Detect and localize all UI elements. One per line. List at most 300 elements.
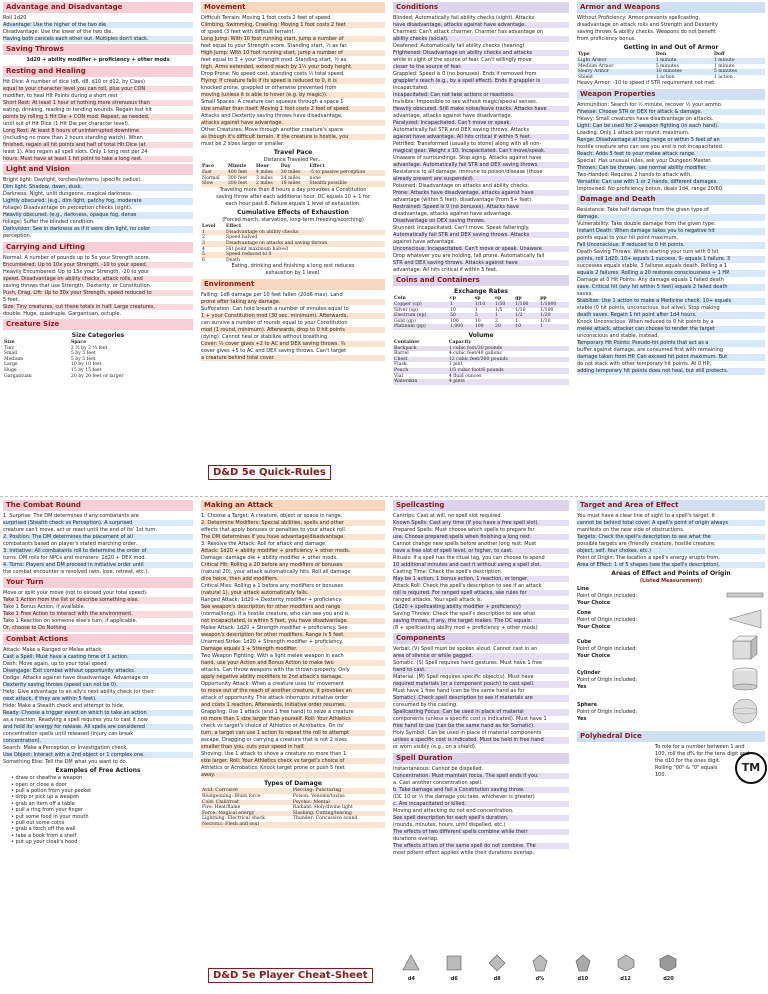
- text-line: Automatically fail STR and DEX saving throws. Attacks: [393, 127, 530, 133]
- text-line: Opportunity Attack: When a creature uses its' movement: [201, 681, 345, 687]
- text-line: (rounds, minutes, hours, until dispelled, etc.): [393, 821, 506, 828]
- text-line: Saving Throws: Check the spell's description to see what: [393, 611, 536, 617]
- text-line: magical gear. Weight x 10. Incapacitated. Can't move/speak.: [393, 148, 569, 154]
- text-line: cannot be behind total cover. A spell's point of origin always: [577, 520, 765, 526]
- text-line: 1. Choose a Target: A creature, object or space in range.: [201, 513, 343, 519]
- die-0: [402, 952, 420, 982]
- table-cell: 18 miles: [280, 181, 301, 187]
- table-cell: 1 action: [655, 74, 675, 80]
- text-line: while in sight of the source of fear. Can't willingly move: [393, 57, 532, 63]
- text-line: saving throw after each additional hour. DC equals 10 + 1 for: [216, 193, 370, 200]
- text-line: Climbing, Swimming, Crawling: Moving 1 foot costs 2 feet: [201, 22, 385, 28]
- list-item-text: grab a torch off the wall: [15, 826, 76, 833]
- text-line: Grappled: Speed is 0 (no bonuses). Ends if removed from: [393, 71, 537, 77]
- table-cell: Fast: [202, 170, 212, 175]
- text-line: (natural 20), your attack automatically hits. Roll all damage: [201, 569, 351, 575]
- list-item-text: open or close a door: [15, 781, 67, 788]
- text-line: Rituals: If a spell has the ritual tag, you can choose to spend: [393, 555, 545, 561]
- table-header-cell: Effect: [309, 164, 325, 170]
- p1-col4: [574, 0, 768, 496]
- text-line: Area of Effect: 1 of 5 shapes (see the spell's description).: [577, 562, 765, 568]
- table-cell: 4 cubic feet/40 gallons: [448, 351, 502, 357]
- text-line: saving throws, if any, the target makes. The DC equals:: [393, 618, 569, 624]
- text-line: Knock Unconscious: When reduced to 0 hit points by a: [577, 319, 714, 326]
- aoe-shape-b: Yes: [577, 684, 587, 691]
- text-line: Must have 1 free hand (can be the same hand as for: [393, 688, 525, 695]
- text-line: Material: (M) Spell requires specific object(s). Must have: [393, 674, 534, 681]
- table-cell: Small: [4, 351, 18, 357]
- die-icon: [617, 954, 635, 974]
- table-cell: Flask: [394, 362, 407, 368]
- text-line: consumed by the casting.: [393, 702, 458, 709]
- text-line: Charmed: Can't attack charmer. Charmer has advantage on: [393, 29, 543, 35]
- text-line: Disengage: Exit combat without opportunity attacks.: [3, 668, 193, 674]
- text-line: roll is required. For ranged spell attacks, see rules for: [393, 590, 569, 596]
- aoe-shape-b: Your Choice: [577, 653, 611, 660]
- list-item: • grab a torch off the wall: [11, 826, 76, 833]
- table-cell: Bludgeoning: Blunt force: [202, 794, 261, 799]
- table-cell: 1: [540, 324, 544, 330]
- die-5: [617, 952, 635, 982]
- table-cell: Medium: [4, 356, 24, 362]
- table-cell: none: [309, 175, 321, 181]
- text-line: Light: Can be used for 2-weapon fighting (in each hand).: [577, 123, 765, 129]
- text-line: advantage, attacks against have disadvantage.: [393, 113, 513, 119]
- p1-col3: [390, 0, 572, 496]
- text-line: See weapon's description for other modifiers and range: [201, 604, 385, 610]
- text-line: mod (1 round, minimum). Afterwards, drop to 0 hit points: [201, 327, 385, 333]
- target-area-header: Target and Area of Effect: [577, 500, 765, 511]
- text-line: death saves. Regain 1 hit point after 1d4 hours.: [577, 312, 765, 318]
- list-item: • take a book from a shelf: [11, 832, 77, 839]
- table-cell: 1: [202, 229, 205, 235]
- text-line: Dexterity saving throws (speed can not be 0).: [3, 682, 193, 688]
- table-cell: Normal: [202, 175, 220, 181]
- table-cell: Huge: [4, 368, 17, 373]
- text-line: Cover: ½ cover gives +2 to AC and DEX saving throws. ¾: [201, 341, 385, 347]
- table-cell: 20: [495, 324, 501, 330]
- table-cell: 1: [474, 307, 478, 313]
- list-item-text: drop or pick up a weapon: [15, 794, 80, 801]
- text-line: Heavily Encumbered: Up to 15x your Strength, -20 to your: [3, 268, 150, 275]
- text-line: Cast a Spell: Must have a casting time of 1 action.: [3, 654, 193, 660]
- text-line: cover gives +5 to AC and DEX saving throws. Can't target: [201, 347, 347, 354]
- table-header-cell: Pace: [202, 164, 215, 170]
- exhaustion-title: Cumulative Effects of Exhaustion: [237, 209, 349, 217]
- text-line: least 1). Also regain all spell slots. Only 1 long rest per 24: [3, 148, 148, 155]
- table-cell: 1 action: [713, 74, 733, 80]
- coins-header: Coins and Containers: [393, 275, 569, 286]
- text-line: advantage. All hits critical if within 5 feet.: [393, 267, 498, 273]
- text-line: already present are suspended).: [393, 176, 569, 182]
- travel-table: [201, 164, 385, 186]
- text-line: Bright light: Daylight, torches/lanterns (specific radius).: [3, 177, 142, 184]
- text-line: Somatic: (S) Spell requires hand gestures. Must have 1 free: [393, 660, 543, 667]
- text-line: points equal to your hit point maximum.: [577, 235, 679, 242]
- creature-size-header: Creature Size: [3, 319, 193, 330]
- text-line: Ready: Choose a trigger event on which to take an action: [3, 710, 193, 716]
- aoe-shape-a: Point of Origin included:: [577, 677, 638, 684]
- text-line: Dodge: Attacks against have disadvantage. Advantage on: [3, 674, 149, 681]
- text-line: or worn visibly (e.g., on a shield).: [393, 744, 477, 751]
- text-line: most potent effect applies while their durations overlap.: [393, 849, 534, 856]
- movement-text: [201, 15, 385, 147]
- aoe-shape-b: Your Choice: [577, 599, 611, 606]
- text-line: hours. Must have at least 1 hit point to take a long rest.: [3, 156, 193, 162]
- table-cell: Heavy Armor: [578, 69, 609, 75]
- cheat-sheet-title: D&D 5e Player Cheat-Sheet: [208, 968, 373, 983]
- text-line: To role for a number between 1 and: [655, 743, 745, 750]
- text-line: 100.: [655, 771, 667, 778]
- text-line: Small Spaces: A creature can squeeze through a space 1: [201, 99, 344, 105]
- conditions-header: Conditions: [393, 2, 569, 13]
- text-line: Rolling "00" & "0" equals: [655, 764, 718, 771]
- die-label: d10: [577, 976, 589, 982]
- text-line: Verbal: (V) Spell must be spoken aloud. Cannot cast in an: [393, 646, 538, 653]
- table-cell: 200 feet: [227, 181, 248, 187]
- text-line: against have advantage. All hits critical if within 5 feet.: [393, 134, 569, 140]
- text-line: Grappling: Use 1 attack (and 1 free hand) to seize a creature: [201, 709, 354, 715]
- table-cell: 1: [515, 318, 519, 324]
- text-line: to move out of the reach of another creature, it provokes an: [201, 688, 385, 694]
- die-label: d12: [620, 976, 631, 982]
- text-line: perception.: [3, 233, 32, 240]
- text-line: Fall Unconscious: If reduced to 0 hit points.: [577, 242, 765, 248]
- text-line: Athletics or Acrobatics. Knock target prone or push 5 feet: [201, 765, 345, 771]
- text-line: Unconscious: Incapacitated. Can't move or speak. Unaware.: [393, 246, 569, 252]
- table-header-cell: pp: [540, 296, 547, 302]
- table-header-cell: sp: [474, 296, 481, 302]
- table-cell: 1/10: [540, 318, 551, 324]
- text-line: Ammunition: Search for ½ minute, recover ½ your ammo.: [577, 101, 723, 108]
- table-cell: 400 feet: [227, 170, 248, 175]
- armor-don-doff-title: Getting In and Out of Armor: [623, 44, 719, 52]
- exhaustion-caption: (Forced march, starvation, long-term freezing/scorching): [222, 217, 364, 224]
- text-line: Cannot change new spells before another long rest. Must: [393, 541, 537, 547]
- table-cell: Gargantuan: [4, 373, 32, 379]
- table-cell: 30 miles: [280, 170, 301, 175]
- table-header-cell: Doff: [713, 52, 725, 58]
- table-cell: [292, 822, 385, 828]
- table-cell: 4 miles: [255, 170, 273, 175]
- polyhedral-dice-header: Polyhedral Dice: [577, 731, 765, 742]
- text-line: Flying: If creature falls if its speed is reduced to 0, it is: [201, 78, 385, 84]
- table-header-cell: Effect: [225, 224, 242, 230]
- table-cell: 10: [515, 324, 522, 330]
- list-item: • pull a potion from your pocket: [11, 788, 92, 795]
- areas-of-effect-title: Areas of Effect and Points of Origin: [611, 570, 731, 578]
- table-cell: Platinum (pp): [394, 324, 426, 330]
- table-header-cell: Type: [578, 52, 590, 58]
- combat-round-header: The Combat Round: [3, 500, 193, 511]
- text-line: Thrown: Can be thrown, use normal ability modifier.: [577, 165, 765, 171]
- text-line: attacks against have advantage.: [201, 120, 385, 126]
- text-line: escape. Dragging or carrying a creature that is not 2 sizes: [201, 737, 347, 743]
- table-cell: Shield: [578, 74, 593, 80]
- text-line: 2. Determine Modifiers: Special abilities, spells and other: [201, 520, 385, 526]
- text-line: feet equal to your Strength score. Standing start, ½ as far.: [201, 43, 348, 49]
- text-line: Damage at 0 Hit Points: Any damage equals 1 failed death: [577, 277, 724, 284]
- text-line: Range: Disadvantage at long range or within 5 feet of an: [577, 137, 765, 143]
- table-cell: Thunder: Concussive sound: [292, 816, 358, 822]
- list-item-text: take a book from a shelf: [15, 832, 77, 839]
- text-line: (DC 10 or ½ the damage you take, whichever is greater): [393, 793, 535, 800]
- table-header-cell: Space: [70, 340, 87, 346]
- text-line: unless a specific cost is indicated. Must be held in free hand: [393, 737, 569, 743]
- table-cell: 2: [202, 235, 205, 241]
- conditions-text: [393, 15, 569, 273]
- spellcasting-text: [393, 513, 569, 631]
- volume-table: [393, 340, 569, 385]
- text-line: (8 + spellcasting ability mod + proficiency + other mods): [393, 625, 538, 631]
- table-cell: Cold: Chill/frost: [202, 799, 239, 805]
- table-cell: Light Armor: [578, 58, 607, 63]
- table-cell: 5 by 5 feet: [70, 351, 96, 357]
- text-line: Known Spells: Cast any time (if you have a free spell slot).: [393, 520, 569, 526]
- list-item: • pull out some coins: [11, 820, 65, 827]
- resting-text: [3, 79, 193, 162]
- die-icon: [488, 954, 506, 974]
- text-line: closer to the source of fear.: [393, 64, 569, 70]
- table-cell: Speed reduced to 0: [225, 252, 272, 258]
- table-cell: 1 pint: [448, 362, 463, 368]
- text-line: Point of Origin: The location a spell's energy erupts from.: [577, 555, 720, 561]
- table-cell: 5 by 5 feet: [70, 356, 96, 362]
- list-item-text: pull out some coins: [15, 820, 65, 827]
- table-cell: Medium Armor: [578, 63, 614, 69]
- text-line: Short Rest: At least 1 hour of nothing more strenuous than: [3, 100, 193, 106]
- damage-types-title: Types of Damage: [264, 780, 322, 788]
- table-cell: 100: [450, 318, 459, 324]
- text-line: May be 1 action, 1 bonus action, 1 reaction, or longer.: [393, 576, 569, 582]
- text-line: as though it's difficult terrain. If the creature is hostile, you: [201, 134, 385, 140]
- text-line: Stunned: Incapacitated. Can't move. Speak falteringly.: [393, 225, 530, 231]
- text-line: You must have a clear line of sight to a spell's target. It: [577, 513, 716, 519]
- text-line: Hide: Make a Stealth check and attempt to hide.: [3, 702, 125, 709]
- text-line: Take 1 Bonus Action, if available.: [3, 604, 86, 611]
- text-line: equals 2 failures. Rolling a 20 restores consciousness + 1 HP.: [577, 270, 765, 276]
- list-item-text: put some food in your mouth: [15, 813, 89, 820]
- text-line: Damage: damage die + ability modifier + other mods.: [201, 555, 338, 561]
- table-cell: 4: [202, 246, 205, 252]
- text-line: 2. Position: The DM determines the placement of all: [3, 534, 193, 540]
- text-line: Suffocation: Can hold breath a number of minutes equal to: [201, 305, 349, 312]
- text-line: do not stack with other temporary hit points. At 0 HP,: [577, 361, 712, 368]
- text-line: from proficiency bonus.: [577, 36, 636, 42]
- text-line: Ranged Attack: 1d20 + Dexterity modifier + proficiency.: [201, 597, 343, 603]
- text-line: combatants based on player's stated marching order.: [3, 541, 138, 547]
- text-line: Falling: 1d6 damage per 10 feet fallen (20d6 max). Land: [201, 291, 343, 298]
- p2-col1: [0, 498, 196, 994]
- text-line: (natural 1), your attack automatically fails.: [201, 590, 385, 596]
- quick-rules-page: [0, 0, 768, 496]
- tm-logo: TM: [735, 752, 767, 784]
- text-line: the combat encounter is resolved (win, lose, retreat, etc.).: [3, 569, 149, 575]
- table-header-cell: Coin: [394, 296, 406, 302]
- text-line: Death Saving Throws: When starting your turn with 0 hit: [577, 249, 719, 256]
- text-line: possible targets are (friendly creature, hostile creature,: [577, 541, 716, 547]
- text-line: turn, a target can use 1 action to repeat the roll to attempt: [201, 730, 385, 736]
- text-line: Prepared Spells: Must choose which spells to prepare for: [393, 527, 535, 533]
- text-line: Versatile: Can use with 1 or 2 hands, different damages.: [577, 179, 765, 185]
- text-line: free hand to use (can be the same hand as for Somatic).: [393, 723, 569, 729]
- text-line: Poisoned: Disadvantage on attacks and ability checks.: [393, 183, 530, 189]
- text-line: prone after taking any damage.: [201, 299, 385, 305]
- saving-throws-formula: 1d20 + ability modifier + proficiency + other mods: [26, 57, 170, 64]
- text-line: Other Creatures: Move through another creature's space: [201, 127, 343, 133]
- table-row: [201, 822, 385, 828]
- text-line: Attacks and Dexterity saving throws have disadvantage,: [201, 113, 343, 119]
- table-cell: Large: [4, 362, 18, 368]
- text-line: saving throws & ability checks. Weapons do not benefit: [577, 29, 716, 35]
- die-label: d6: [450, 976, 458, 982]
- text-line: (normal/long). If a hostile creature, who can see you and is: [201, 611, 349, 617]
- text-line: Having both cancels each other out. Multiples don't stack.: [3, 36, 193, 42]
- text-line: Concentration: Must maintain focus. The spell ends if you:: [393, 773, 569, 779]
- text-line: Deafened: Automatically fail ability checks (hearing).: [393, 43, 527, 49]
- text-line: a creature behind total cover.: [201, 355, 385, 361]
- text-line: (1d20 + spellcasting ability modifier + proficiency): [393, 604, 569, 610]
- text-line: speed. Disadvantage on ability checks, attack rolls, and: [3, 276, 193, 282]
- list-item: • draw or sheathe a weapon: [11, 775, 83, 782]
- text-line: not incapacitated, is within 5 feet, you have disadvantage.: [201, 618, 385, 624]
- p2-col3: [390, 498, 572, 994]
- table-header-cell: Day: [280, 164, 291, 170]
- table-cell: Stealth possible: [309, 181, 347, 187]
- components-text: [393, 646, 569, 750]
- table-cell: 1/100: [540, 307, 554, 313]
- text-line: High Jump: With 10 foot running start, jump a number of: [201, 50, 385, 56]
- making-attack-text: [201, 513, 385, 778]
- text-line: save. Critical hit (any hit within 5 feet) equals 2 failed death: [577, 284, 765, 290]
- combat-actions-text: [3, 647, 193, 765]
- list-item: • put up your cloak's hood: [11, 839, 78, 846]
- text-line: Use Object: Interact with a 2nd object or 1 complex one.: [3, 752, 193, 758]
- text-line: 3. Resolve the Attack: Roll for attack and damage.: [201, 541, 327, 547]
- table-header-cell: Size: [4, 340, 15, 346]
- text-line: Spellcasting Focus: Can be used in place of material: [393, 709, 569, 715]
- text-line: Invisible: Impossible to see without magic/special senses.: [393, 99, 538, 105]
- table-cell: Chest: [394, 356, 408, 362]
- text-line: use. Choose prepared spells when finishing a long rest.: [393, 534, 569, 540]
- aoe-shape-a: Point of Origin included:: [577, 592, 638, 599]
- text-line: successes equals stable, 3 failures equals death. Rolling a 1: [577, 263, 728, 270]
- text-line: Loading: Only 1 attack per round, maximum.: [577, 129, 690, 136]
- list-item-text: put up your cloak's hood: [15, 839, 78, 846]
- table-cell: Necrotic: Flesh and soul: [202, 821, 259, 827]
- travel-note: [201, 187, 385, 207]
- die-icon: [402, 954, 420, 974]
- text-line: disadvantage, attacks against have advantage.: [393, 211, 513, 217]
- carrying-text: [3, 255, 193, 317]
- text-line: durations overlap.: [393, 835, 439, 842]
- table-header-cell: ep: [495, 296, 502, 302]
- weapon-properties-header: Weapon Properties: [577, 89, 765, 100]
- table-cell: 50: [450, 313, 456, 319]
- text-line: Attack Roll: Check the spell's description to see if an attack: [393, 583, 542, 589]
- table-cell: 1/10: [515, 307, 526, 313]
- text-line: Size: Tiny creatures, cut these totals in half. Large creatures,: [3, 304, 193, 310]
- text-line: Shoving: Use 1 attack to shove a creature no more than 1: [201, 751, 347, 757]
- die-icon: [531, 954, 549, 974]
- table-cell: 1/20: [540, 313, 551, 319]
- text-line: as a reaction. Readying a spell requires you to cast it now: [3, 716, 148, 723]
- table-cell: Death: [225, 257, 240, 263]
- environment-header: Environment: [201, 279, 385, 290]
- text-line: attack of opportunity. This attack interrupts initiative order: [201, 695, 349, 701]
- text-line: 5 feet.: [3, 296, 20, 303]
- text-line: dice twice, then add modifiers.: [201, 576, 385, 582]
- table-cell: 10 minutes: [655, 69, 682, 75]
- text-line: Attack: 1d20 + ability modifier + proficiency + other mods.: [201, 548, 385, 554]
- text-line: Traveling more than 8 hours a day provokes a Constitution: [219, 186, 367, 193]
- text-line: Encumbered: Up to 10x your Strength, -10 to your speed.: [3, 262, 193, 268]
- spell-duration-text: [393, 766, 569, 856]
- table-header-cell: Capacity: [448, 339, 471, 345]
- table-cell: Radiant: Holy/divine light: [292, 805, 353, 811]
- die-label: d4: [407, 976, 415, 982]
- text-line: Or, choose to Do Nothing: [3, 625, 193, 631]
- table-cell: 2 miles: [255, 181, 273, 187]
- text-line: STR and DEX saving throws. Attacks against have: [393, 260, 569, 266]
- p2-col4: [574, 498, 768, 994]
- player-cheat-sheet-page: [0, 498, 768, 994]
- text-line: have a free slot of spell level, or higher, to cast.: [393, 548, 569, 554]
- text-line: high. Arms extended, extend reach by 1½ your body height.: [201, 64, 385, 70]
- aoe-shape-name: Line: [577, 585, 589, 592]
- text-line: grappler's reach (e.g., by a spell effect). Ends if grappler is: [393, 78, 569, 84]
- aoe-shape-name: Sphere: [577, 702, 597, 709]
- table-cell: 1: [450, 302, 453, 307]
- table-cell: Hit point maximum halved: [225, 246, 288, 252]
- text-line: Blinded: Automatically fail ability checks (sight). Attacks: [393, 15, 534, 21]
- text-line: finished, regain all hit points and half of total Hit Dice (at: [3, 142, 193, 148]
- table-row: [577, 69, 765, 75]
- text-line: apply negative ability modifiers to 2nd attack's damage.: [201, 674, 385, 680]
- text-line: The effects of two different spells combine while their: [393, 829, 569, 835]
- weapon-properties-text: [577, 102, 765, 192]
- size-categories-title: Size Categories: [71, 332, 125, 340]
- text-line: Automatically fail STR and DEX saving throws. Attacks: [393, 232, 569, 238]
- aoe-shape-name: Cube: [577, 639, 592, 646]
- list-item: • grab an item off a table: [11, 800, 75, 807]
- table-cell: 2 ½ by 2 ½ feet: [70, 345, 108, 351]
- text-line: Unarmed Strike: 1d20 + Strength modifier + proficiency.: [201, 639, 343, 645]
- text-line: next attack, if they are within 5 feet).: [3, 696, 193, 702]
- quick-rules-title: D&D 5e Quick-Rules: [208, 465, 331, 480]
- text-line: Normal: A number of pounds up to 5x your Strength score.: [3, 254, 151, 261]
- table-cell: 10 by 10 feet: [70, 362, 102, 368]
- table-row: [201, 170, 385, 176]
- resting-header: Resting and Healing: [3, 66, 193, 77]
- list-item-text: pull a ring from your finger: [15, 807, 83, 814]
- text-line: saving throws that use Strength, Dexterity, or Constitution.: [3, 282, 152, 289]
- list-item: • put some food in your mouth: [11, 813, 89, 820]
- text-line: effects that apply bonuses or penalties to your attack roll.: [201, 527, 347, 533]
- list-item-text: grab an item off a table: [15, 800, 75, 807]
- p2-col2: [198, 498, 388, 994]
- list-item: • open or close a door: [11, 781, 67, 788]
- text-line: Darkness: Night, unlit dungeons, magical darkness.: [3, 191, 133, 198]
- damage-types-table: [201, 788, 385, 827]
- text-line: Vulnerability: Take double damage from the given type.: [577, 221, 716, 228]
- table-cell: Poison: Venoms/toxins: [292, 794, 345, 799]
- carrying-header: Carrying and Lifting: [3, 242, 193, 253]
- table-cell: 6: [202, 257, 205, 263]
- travel-caption: Distance Traveled Per...: [263, 157, 323, 164]
- aoe-shape-a: Point of Origin included:: [577, 617, 638, 624]
- table-cell: 1: [495, 313, 498, 319]
